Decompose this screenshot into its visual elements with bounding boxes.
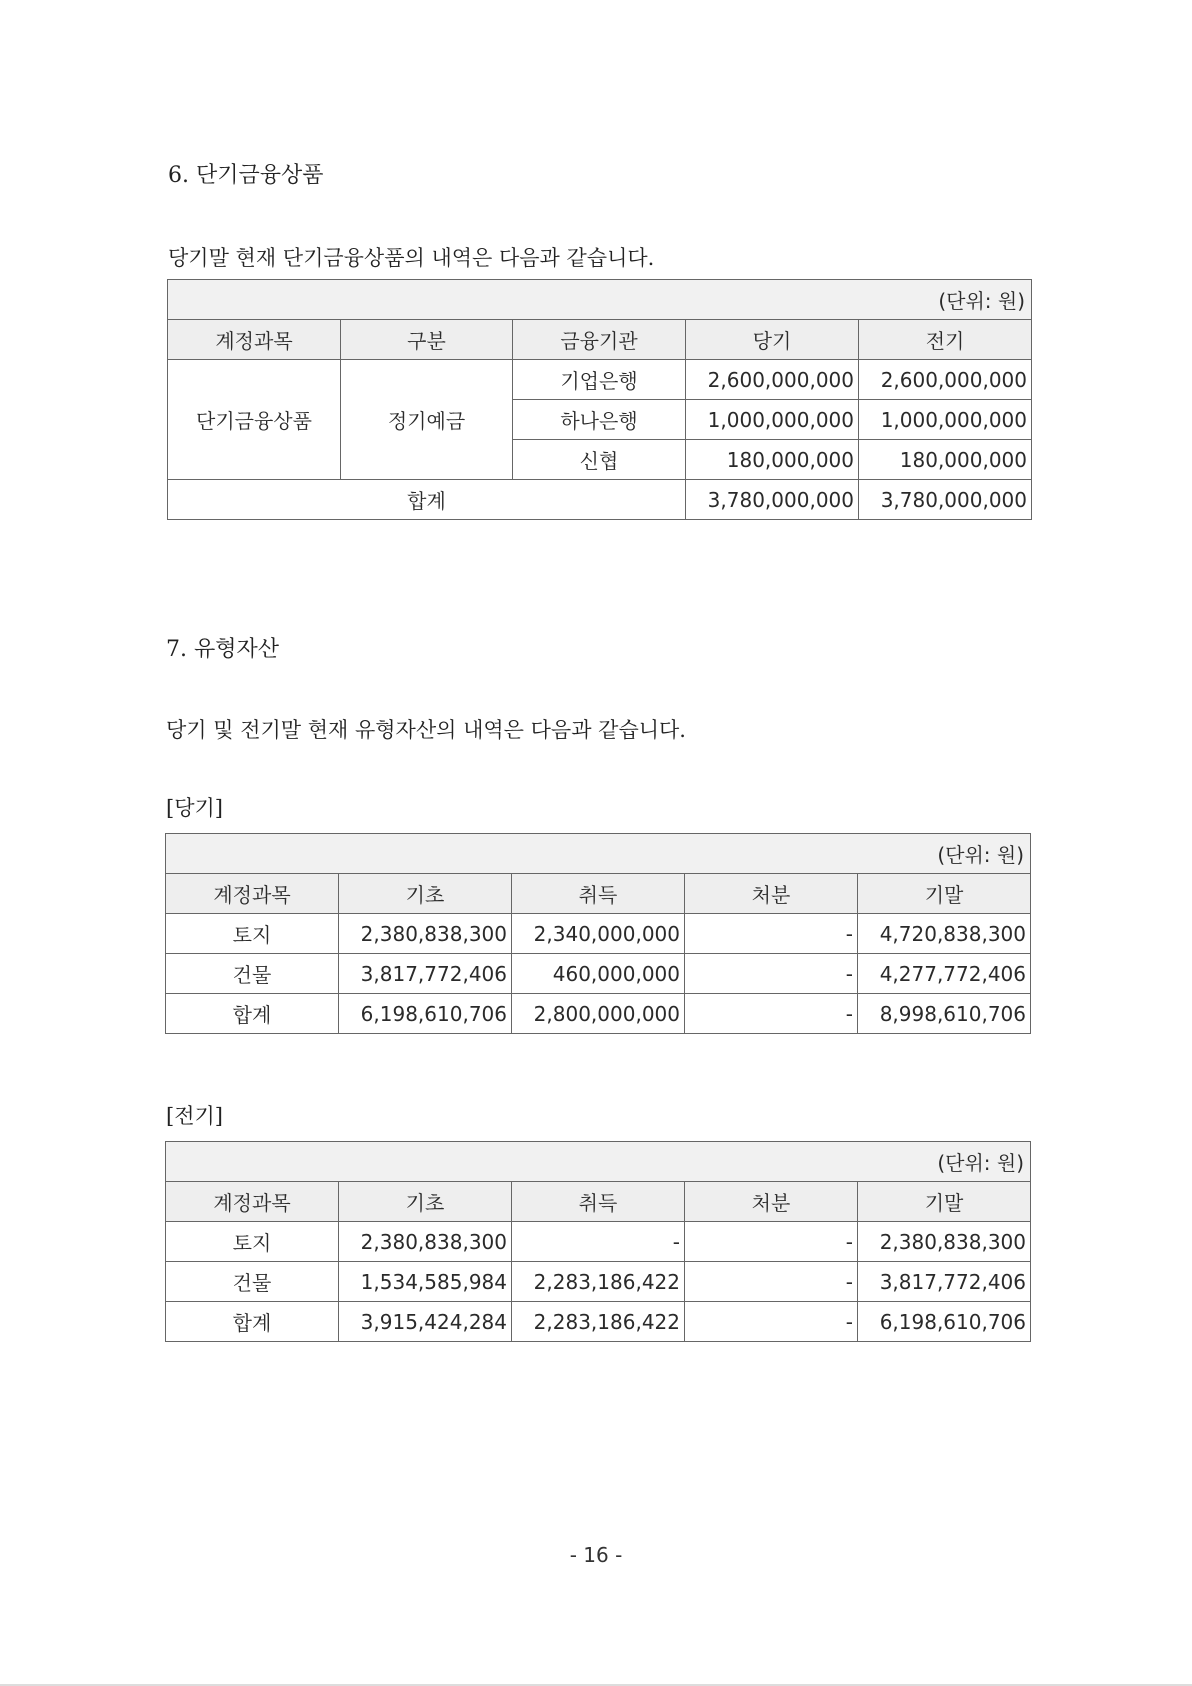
institution-cell: 신협 (513, 440, 686, 480)
total-label: 합계 (168, 480, 686, 520)
section-7-paragraph: 당기 및 전기말 현재 유형자산의 내역은 다음과 같습니다. (166, 718, 686, 742)
tangible-assets-current-table (165, 833, 1031, 1034)
header-cell: 취득 (512, 1182, 685, 1222)
acquisition-cell: 2,283,186,422 (512, 1262, 685, 1302)
disposal-cell: - (685, 954, 858, 994)
total-prior-cell: 3,780,000,000 (859, 480, 1032, 520)
disposal-cell: - (685, 1222, 858, 1262)
prior-period-label: [전기] (166, 1104, 223, 1128)
header-cell: 취득 (512, 874, 685, 914)
ending-cell: 6,198,610,706 (858, 1302, 1031, 1342)
table-row (166, 1262, 1031, 1302)
institution-cell: 하나은행 (513, 400, 686, 440)
beginning-cell: 2,380,838,300 (339, 914, 512, 954)
section-6-paragraph: 당기말 현재 단기금융상품의 내역은 다음과 같습니다. (168, 246, 655, 270)
ending-cell: 4,277,772,406 (858, 954, 1031, 994)
beginning-cell: 3,817,772,406 (339, 954, 512, 994)
beginning-cell: 2,380,838,300 (339, 1222, 512, 1262)
tangible-assets-prior-table (165, 1141, 1031, 1342)
table-row (166, 914, 1031, 954)
disposal-cell: - (685, 914, 858, 954)
prior-value-cell: 180,000,000 (859, 440, 1032, 480)
table-unit-row (166, 1142, 1031, 1182)
beginning-cell: 6,198,610,706 (339, 994, 512, 1034)
section-6-heading: 6. 단기금융상품 (168, 163, 324, 188)
acquisition-cell: 2,283,186,422 (512, 1302, 685, 1342)
account-cell: 건물 (166, 954, 339, 994)
beginning-cell: 3,915,424,284 (339, 1302, 512, 1342)
acquisition-cell: 2,800,000,000 (512, 994, 685, 1034)
prior-value-cell: 1,000,000,000 (859, 400, 1032, 440)
institution-cell: 기업은행 (513, 360, 686, 400)
header-cell: 처분 (685, 1182, 858, 1222)
table-total-row (168, 480, 1032, 520)
header-cell: 기초 (339, 1182, 512, 1222)
acquisition-cell: 2,340,000,000 (512, 914, 685, 954)
disposal-cell: - (685, 1302, 858, 1342)
table-total-row (166, 994, 1031, 1034)
table-unit-row (168, 280, 1032, 320)
table-total-row (166, 1302, 1031, 1342)
acquisition-cell: - (512, 1222, 685, 1262)
page-number: - 16 - (569, 1543, 623, 1567)
disposal-cell: - (685, 994, 858, 1034)
table-row (166, 954, 1031, 994)
header-cell: 계정과목 (166, 874, 339, 914)
header-cell: 전기 (859, 320, 1032, 360)
current-period-label: [당기] (166, 796, 223, 820)
table-header-row (166, 1182, 1031, 1222)
header-cell: 처분 (685, 874, 858, 914)
header-cell: 기초 (339, 874, 512, 914)
table-row (166, 1222, 1031, 1262)
current-value-cell: 180,000,000 (686, 440, 859, 480)
header-cell: 기말 (858, 874, 1031, 914)
ending-cell: 2,380,838,300 (858, 1222, 1031, 1262)
account-cell: 토지 (166, 914, 339, 954)
account-cell: 단기금융상품 (168, 360, 341, 480)
account-cell: 건물 (166, 1262, 339, 1302)
section-7-heading: 7. 유형자산 (166, 637, 279, 662)
unit-label: (단위: 원) (166, 1142, 1031, 1182)
current-value-cell: 2,600,000,000 (686, 360, 859, 400)
unit-label: (단위: 원) (168, 280, 1032, 320)
account-cell: 합계 (166, 1302, 339, 1342)
ending-cell: 8,998,610,706 (858, 994, 1031, 1034)
table-unit-row (166, 834, 1031, 874)
beginning-cell: 1,534,585,984 (339, 1262, 512, 1302)
disposal-cell: - (685, 1262, 858, 1302)
account-cell: 토지 (166, 1222, 339, 1262)
table-header-row (168, 320, 1032, 360)
account-cell: 합계 (166, 994, 339, 1034)
table-row (168, 360, 1032, 400)
table-header-row (166, 874, 1031, 914)
current-value-cell: 1,000,000,000 (686, 400, 859, 440)
acquisition-cell: 460,000,000 (512, 954, 685, 994)
header-cell: 당기 (686, 320, 859, 360)
unit-label: (단위: 원) (166, 834, 1031, 874)
total-current-cell: 3,780,000,000 (686, 480, 859, 520)
ending-cell: 4,720,838,300 (858, 914, 1031, 954)
short-term-financial-table (167, 279, 1032, 520)
category-cell: 정기예금 (341, 360, 513, 480)
header-cell: 계정과목 (168, 320, 341, 360)
header-cell: 기말 (858, 1182, 1031, 1222)
header-cell: 금융기관 (513, 320, 686, 360)
header-cell: 계정과목 (166, 1182, 339, 1222)
ending-cell: 3,817,772,406 (858, 1262, 1031, 1302)
prior-value-cell: 2,600,000,000 (859, 360, 1032, 400)
header-cell: 구분 (341, 320, 513, 360)
